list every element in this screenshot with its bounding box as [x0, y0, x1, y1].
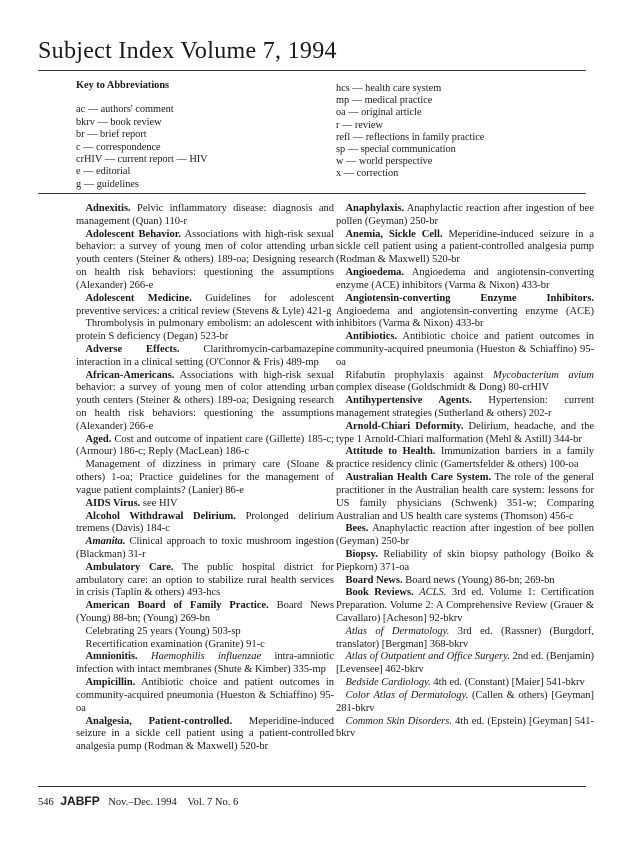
- index-entry: [336, 395, 594, 421]
- entry-heading: Adolescent Behavior.: [85, 228, 182, 240]
- index-entry: [76, 459, 334, 497]
- entry-text: Board news (Young) 86-bn; 269-bn: [405, 574, 555, 586]
- entry-heading: Angiotensin-converting Enzyme Inhibitors.: [345, 292, 594, 304]
- entry-text: Cost and outcome of inpatient care (Gillette) 185-c; (Armour) 186-c; Reply (MacLean) 186-c: [76, 433, 334, 458]
- entry-heading: Australian Health Care System.: [345, 472, 492, 484]
- entry-text: Clinical approach to toxic mushroom ingestion (Blackman) 31-r: [76, 536, 334, 560]
- index-entry: [336, 549, 594, 575]
- entry-heading: Alcohol Withdrawal Delirium.: [85, 510, 236, 522]
- index-entry: [336, 267, 594, 293]
- abbreviations-right-list: [336, 83, 586, 181]
- index-entry: [76, 293, 334, 319]
- entry-italic: Atlas of Dermatology.: [345, 625, 450, 637]
- index-entry: [76, 344, 334, 370]
- entry-heading: Antihypertensive Agents.: [345, 395, 472, 407]
- index-entry: [336, 472, 594, 523]
- entry-text: Associations with high-risk sexual behavior: a survey of young men of color attending urban youth centers (Steiner & others) 189-oa; Designing research on health risk behaviors: questioning the assumptions (Alexander) 266-e: [76, 228, 335, 291]
- entry-text: see HIV: [142, 497, 178, 509]
- abbreviation-item: g — guidelines: [76, 178, 139, 190]
- page-title: Subject Index Volume 7, 1994: [38, 38, 337, 64]
- entry-heading: Biopsy.: [345, 548, 378, 560]
- entry-text: Management of dizziness in primary care (Sloane & others) 1-oa; Practice guidelines for the management of vague patient complaints? (Lanier) 86-e: [76, 459, 334, 496]
- entry-heading: Antibiotics.: [345, 331, 398, 343]
- index-entry: [76, 203, 334, 229]
- abbreviation-item: ac — authors' comment: [76, 104, 174, 116]
- entry-heading: Anaphylaxis.: [345, 203, 405, 214]
- entry-heading: Adnexitis.: [85, 203, 131, 214]
- abbreviation-item: hcs — health care system: [336, 83, 442, 94]
- index-entry: [76, 626, 334, 639]
- entry-text: intra-amniotic infection with intact membranes (Shute & Kimber) 335-mp: [76, 651, 334, 676]
- index-entry: [336, 203, 594, 229]
- entry-text: 3rd ed. Volume 1: Certification Preparation. Volume 2: A Comprehensive Review (Grauer & Cavallaro) [Acheson] 92-bkrv: [336, 587, 595, 624]
- entry-text: Meperidine-induced seizure in a sickle cell patient using a patient-controlled analgesia pump (Rodman & Maxwell) 520-br: [76, 715, 334, 753]
- entry-text: Meperidine-induced seizure in a sickle cell patient using a patient-controlled analgesia pump (Rodman & Maxwell) 520-br: [336, 228, 594, 266]
- entry-heading: Bees.: [345, 523, 369, 535]
- entry-heading: Aged.: [85, 433, 112, 445]
- entry-italic: Common Skin Disorders.: [345, 715, 452, 727]
- entry-heading: Arnold-Chiari Deformity.: [345, 420, 464, 432]
- index-entry: [76, 677, 334, 715]
- entry-text: Recertification examination (Granite) 91-c: [85, 638, 265, 650]
- entry-italic: ACLS.: [419, 587, 447, 599]
- entry-heading: Ampicillin.: [85, 677, 136, 689]
- entry-text: (Callen & others) [Geyman] 281-bkrv: [336, 689, 594, 714]
- entry-text: Antibiotic choice and patient outcomes in community-acquired pneumonia (Hueston & Schiaffino) 95-oa: [336, 331, 595, 368]
- index-entry: [76, 498, 334, 511]
- title-rule: [38, 70, 586, 71]
- abbreviations-left: [76, 80, 326, 191]
- entry-text: Associations with high-risk sexual behavior: a survey of young men of color attending urban youth centers (Steiner & others) 189-oa; Designing research on health risk behaviors: questioning the assumptions (Alexander) 266-e: [76, 369, 334, 432]
- abbreviation-item: oa — original article: [336, 107, 422, 119]
- entry-heading: Attitude to Health.: [345, 446, 436, 458]
- index-entry: [336, 523, 594, 549]
- entry-text: Immunization barriers in a family practice residency clinic (Gamertsfelder & others) 100-oa: [336, 446, 594, 471]
- entry-heading: AIDS Virus.: [85, 497, 141, 509]
- abbreviation-item: br — brief report: [76, 129, 147, 141]
- index-entry: [76, 229, 334, 293]
- index-entry: [336, 677, 594, 690]
- footer-rule: [38, 786, 586, 787]
- entry-heading: American Board of Family Practice.: [85, 600, 269, 612]
- index-entry: [76, 511, 334, 537]
- page-number: 546: [38, 797, 54, 808]
- abbreviation-item: sp — special communication: [336, 144, 456, 156]
- entry-text: Delirium, headache, and the type 1 Arnold-Chiari malformation (Mehl & Astill) 344-br: [336, 420, 595, 445]
- entry-italic: Haemophilis influenzae: [151, 651, 262, 663]
- entry-text: Thrombolysis in pulmonary embolism: an adolescent with protein S deficiency (Degan) 523-br: [76, 318, 334, 343]
- index-entry: [336, 651, 594, 677]
- entry-text: Antibiotic choice and patient outcomes in community-acquired pneumonia (Hueston & Schiaffino) 95-oa: [76, 677, 334, 714]
- index-entry: [336, 587, 594, 625]
- index-entry: [76, 318, 334, 344]
- index-column-left: [76, 203, 334, 754]
- abbreviation-item: c — correspondence: [76, 141, 161, 153]
- entry-text: complex disease (Goldschmidt & Dong) 80-crHIV: [336, 382, 550, 394]
- abbreviation-item: refl — reflections in family practice: [336, 131, 485, 143]
- index-entry: [336, 421, 594, 447]
- entry-text: Guidelines for adolescent preventive services: a critical review (Stevens & Lyle) 421-g: [76, 292, 335, 317]
- entry-text: Clarithromycin-carbamazepine interaction in a clinical setting (O'Connor & Fris) 489-mp: [76, 343, 334, 368]
- entry-heading: Amnionitis.: [85, 651, 138, 663]
- abbreviations-right: [336, 83, 586, 181]
- journal-name: JABFP: [60, 794, 100, 808]
- entry-text: 3rd ed. (Rassner) (Burgdorf, translator) [Bergman] 368-bkrv: [336, 625, 594, 650]
- entry-italic: Atlas of Outpatient and Office Surgery.: [345, 651, 510, 663]
- entry-text: 2nd ed. (Benjamin) [Levensee] 462-bkrv: [336, 651, 595, 676]
- entry-text: The role of the general practitioner in the Australian health care system: lessons for US family physicians (Schwenk) 351-w; Comparing Australian and US health care systems (Thomson) 456-c: [336, 472, 595, 522]
- abbreviation-item: mp — medical practice: [336, 95, 433, 107]
- index-entry: [76, 639, 334, 652]
- index-entry: [336, 331, 594, 369]
- entry-text: The public hospital district for ambulatory care: an option to stabilize rural health services in crisis (Taplin & others) 493-hcs: [76, 561, 334, 599]
- index-entry: [76, 600, 334, 626]
- index-entry: [76, 716, 334, 754]
- issue-date: Nov.–Dec. 1994: [108, 797, 177, 808]
- entry-text: Reliability of skin biopsy pathology (Boiko & Piepkorn) 371-oa: [336, 548, 594, 573]
- index-entry: [336, 575, 594, 588]
- entry-text: 4th ed. (Epstein) [Geyman] 541-bkrv: [336, 715, 594, 740]
- abbreviation-item: crHIV — current report — HIV: [76, 154, 208, 166]
- index-entry: [336, 690, 594, 716]
- abbreviations-heading: Key to Abbreviations: [76, 80, 170, 91]
- entry-text: Anaphylactic reaction after ingestion of bee pollen (Geyman) 250-br: [336, 523, 594, 548]
- entry-text: Angioedema and angiotensin-converting enzyme (ACE) inhibitors (Varma & Nixon) 433-br: [336, 305, 594, 330]
- index-entry: [336, 626, 594, 652]
- entry-italic: Bedside Cardiology.: [345, 677, 431, 689]
- index-entry: [76, 434, 334, 460]
- entry-text: Hypertension: current management strategies (Sutherland & others) 202-r: [336, 395, 594, 419]
- entry-text: Celebrating 25 years (Young) 503-sp: [85, 625, 241, 637]
- abbreviations-left-list: [76, 104, 326, 191]
- index-entry: [76, 562, 334, 600]
- abbreviation-item: x — correction: [336, 168, 399, 180]
- entry-heading: Ambulatory Care.: [85, 561, 174, 573]
- entry-heading: Adolescent Medicine.: [85, 292, 192, 304]
- index-entry: [336, 446, 594, 472]
- entry-heading: African-Americans.: [85, 369, 175, 381]
- index-entry: [76, 536, 334, 562]
- entry-text: Rifabutin prophylaxis against: [345, 369, 484, 381]
- page-footer: [38, 794, 238, 808]
- abbreviation-item: e — editorial: [76, 166, 131, 178]
- entry-heading: Analgesia, Patient-controlled.: [85, 715, 233, 727]
- entry-heading: Book Reviews.: [345, 587, 414, 599]
- abbreviation-item: r — review: [336, 119, 383, 131]
- entry-text: 4th ed. (Constant) [Maier] 541-bkrv: [433, 677, 585, 689]
- entry-heading: Adverse Effects.: [85, 343, 180, 355]
- index-column-right: [336, 203, 594, 741]
- index-entry: [76, 651, 334, 677]
- index-entry: [336, 293, 594, 331]
- section-rule: [38, 193, 586, 194]
- volume-number: Vol. 7 No. 6: [187, 797, 239, 808]
- entry-italic: Mycobacterium avium: [492, 369, 595, 381]
- entry-heading: Anemia, Sickle Cell.: [345, 228, 443, 240]
- entry-heading: Board News.: [345, 574, 403, 586]
- entry-text: Board News (Young) 88-bn; (Young) 269-bn: [76, 600, 334, 624]
- entry-text: Pelvic inflammatory disease: diagnosis and management (Quan) 110-r: [76, 203, 334, 227]
- index-entry: [336, 716, 594, 742]
- abbreviation-item: bkrv — book review: [76, 116, 162, 128]
- abbreviation-item: w — world perspective: [336, 156, 433, 168]
- entry-italic: Color Atlas of Dermatology.: [345, 689, 469, 701]
- index-entry: [336, 370, 594, 396]
- index-entry: [76, 370, 334, 434]
- index-entry: [336, 229, 594, 267]
- entry-text: Anaphylactic reaction after ingestion of bee pollen (Geyman) 250-br: [336, 203, 594, 227]
- entry-text: Prolonged delirium tremens (Davis) 184-c: [76, 510, 334, 535]
- entry-heading: Angioedema.: [345, 267, 405, 279]
- entry-heading: Amanita.: [85, 536, 126, 548]
- entry-text: Angioedema and angiotensin-converting enzyme (ACE) inhibitors (Varma & Nixon) 433-br: [336, 267, 594, 291]
